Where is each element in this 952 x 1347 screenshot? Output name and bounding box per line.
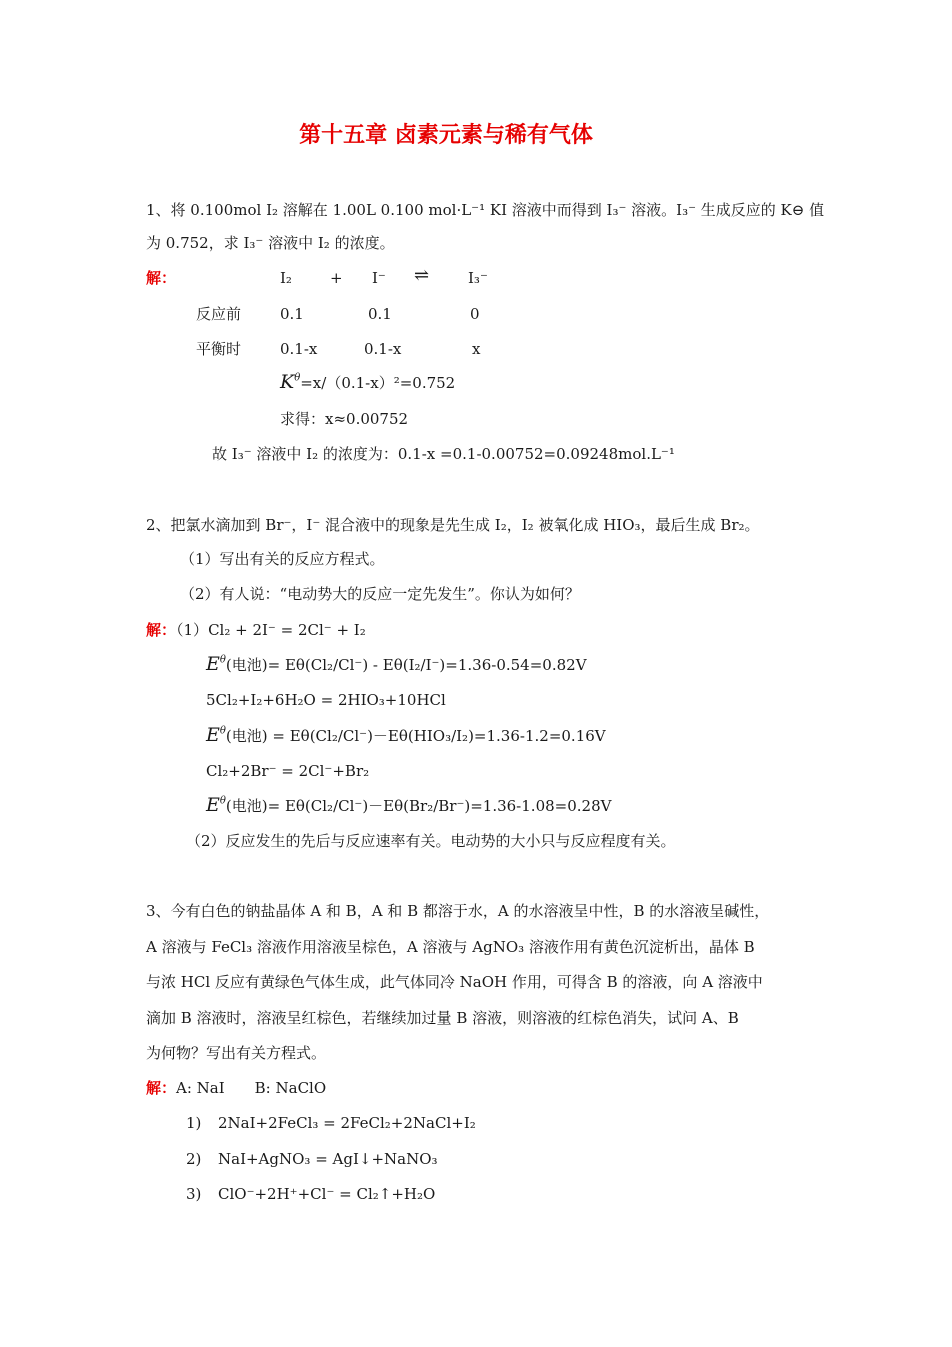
q1-row-eq-label: 平衡时 — [196, 340, 242, 358]
q1-row-eq-v1: 0.1-x — [280, 340, 318, 358]
q2-emf1 — [206, 654, 587, 675]
q1-species-plus: + — [330, 269, 343, 287]
q2-eq1: Cl₂ + 2I⁻ = 2Cl⁻ + I₂ — [208, 621, 366, 639]
q1-species-iminus: I⁻ — [372, 269, 386, 287]
q3-text-line4: 滴加 B 溶液时，溶液呈红棕色，若继续加过量 B 溶液，则溶液的红棕色消失，试问 A、B — [146, 1009, 739, 1027]
q3-eq1: 2NaI+2FeCl₃ = 2FeCl₂+2NaCl+I₂ — [218, 1114, 476, 1132]
q3-answer-label: 解： — [146, 1079, 177, 1097]
q1-row-before-v1: 0.1 — [280, 305, 304, 323]
equilibrium-arrow-icon: ⇌ — [414, 265, 430, 286]
q1-species-i3minus: I₃⁻ — [468, 269, 488, 287]
q3-text-line2: A 溶液与 FeCl₃ 溶液作用溶液呈棕色，A 溶液与 AgNO₃ 溶液作用有黄色沉淀析出，晶体 B — [146, 938, 755, 956]
page-title: 第十五章 卤素元素与稀有气体 — [299, 123, 593, 148]
q2-emf1-text: (电池)= Eθ(Cl₂/Cl⁻) - Eθ(I₂/I⁻)=1.36-0.54=0.82V — [225, 656, 587, 674]
q2-answer-label: 解： — [146, 621, 177, 639]
q1-row-eq-v3: x — [472, 340, 481, 358]
q1-row-before-v2: 0.1 — [368, 305, 392, 323]
q3-text-line1: 3、今有白色的钠盐晶体 A 和 B，A 和 B 都溶于水，A 的水溶液呈中性，B 的水溶液呈碱性， — [146, 902, 770, 920]
q3-eq3-num: 3) — [186, 1185, 202, 1203]
q2-emf2 — [206, 725, 606, 746]
q2-text-line1: 2、把氯水滴加到 Br⁻，I⁻ 混合液中的现象是先生成 I₂，I₂ 被氧化成 HIO₃，最后生成 Br₂。 — [146, 516, 760, 534]
q1-row-before-label: 反应前 — [196, 305, 242, 323]
q3-eq2: NaI+AgNO₃ = AgI↓+NaNO₃ — [218, 1150, 438, 1168]
q2-emf3-text: (电池)= Eθ(Cl₂/Cl⁻)－Eθ(Br₂/Br⁻)=1.36-1.08=0.28V — [225, 797, 612, 815]
q2-eq2: 5Cl₂+I₂+6H₂O = 2HIO₃+10HCl — [206, 691, 446, 709]
e-theta-symbol: $E^\theta$ — [206, 653, 226, 675]
q1-solve: 求得：x≈0.00752 — [280, 410, 409, 428]
q2-emf2-text: (电池) = Eθ(Cl₂/Cl⁻)－Eθ(HIO₃/I₂)=1.36-1.2=0.16V — [225, 727, 606, 745]
q1-conclusion: 故 I₃⁻ 溶液中 I₂ 的浓度为：0.1-x =0.1-0.00752=0.09248mol.L⁻¹ — [212, 445, 675, 463]
q2-sub1: （1）写出有关的反应方程式。 — [180, 550, 385, 568]
q1-answer-label: 解： — [146, 269, 177, 287]
q3-answer-line — [146, 1078, 326, 1098]
q1-k-expression — [280, 372, 455, 393]
q2-emf3 — [206, 795, 611, 816]
q1-k-expr-text: =x/（0.1-x）²=0.752 — [300, 374, 456, 392]
q1-row-before-v3: 0 — [470, 305, 480, 323]
q1-row-eq-v2: 0.1-x — [364, 340, 402, 358]
q1-text-line1: 1、将 0.100mol I₂ 溶解在 1.00L 0.100 mol·L⁻¹ KI 溶液中而得到 I₃⁻ 溶液。I₃⁻ 生成反应的 K⊖ 值 — [146, 201, 825, 219]
e-theta-symbol: $E^\theta$ — [206, 724, 226, 746]
q3-text-line5: 为何物？写出有关方程式。 — [146, 1044, 327, 1062]
q3-eq1-num: 1) — [186, 1114, 202, 1132]
q1-species-i2: I₂ — [280, 269, 292, 287]
q2-answer-line1 — [146, 620, 366, 640]
q3-answer: A: NaI B: NaClO — [176, 1079, 327, 1097]
q2-eq3: Cl₂+2Br⁻ = 2Cl⁻+Br₂ — [206, 762, 370, 780]
q3-eq3: ClO⁻+2H⁺+Cl⁻ = Cl₂↑+H₂O — [218, 1185, 436, 1203]
q3-text-line3: 与浓 HCl 反应有黄绿色气体生成，此气体同冷 NaOH 作用，可得含 B 的溶液，向 A 溶液中 — [146, 973, 763, 991]
k-theta-symbol: $K^\theta$ — [280, 371, 301, 393]
q1-text-line2: 为 0.752，求 I₃⁻ 溶液中 I₂ 的浓度。 — [146, 234, 395, 252]
q2-ans2: （2）反应发生的先后与反应速率有关。电动势的大小只与反应程度有关。 — [186, 832, 676, 850]
q2-sub2: （2）有人说：“电动势大的反应一定先发生”。你认为如何？ — [180, 585, 580, 603]
q3-eq2-num: 2) — [186, 1150, 202, 1168]
q2-ans1-prefix: （1） — [176, 621, 209, 639]
e-theta-symbol: $E^\theta$ — [206, 794, 226, 816]
